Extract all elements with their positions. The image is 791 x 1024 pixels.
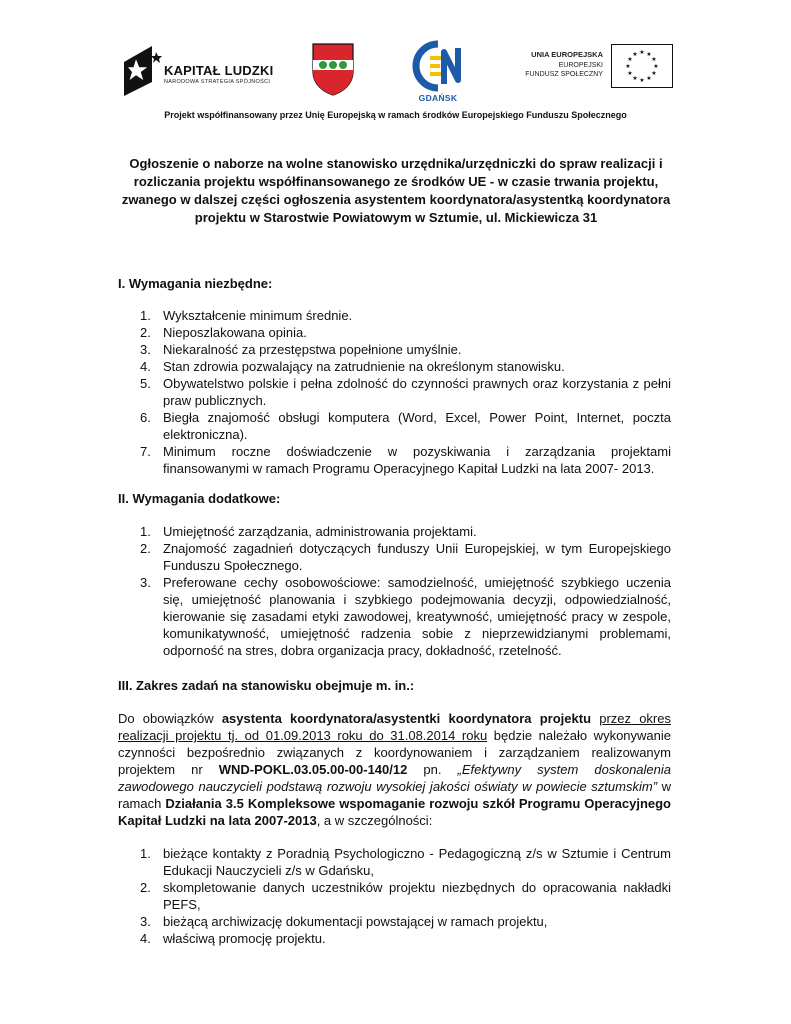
- list-item: 2. skompletowanie danych uczestników projektu niezbędnych do opracowania nakładki PEFS,: [140, 880, 671, 912]
- list-item: 3. Niekaralność za przestępstwa popełnione umyślnie.: [140, 342, 462, 357]
- eu-line-3: FUNDUSZ SPOŁECZNY: [525, 71, 603, 78]
- svg-text:★: ★: [627, 56, 633, 63]
- svg-text:★: ★: [646, 75, 652, 82]
- list-item: 1. Umiejętność zarządzania, administrowania projektami.: [140, 524, 477, 539]
- svg-text:★: ★: [651, 70, 657, 77]
- cen-gdansk-logo: [410, 40, 466, 104]
- eu-logo-text: [515, 50, 603, 80]
- svg-text:★: ★: [632, 51, 638, 58]
- eu-flag-icon: [611, 44, 673, 88]
- list-item: 4. właściwą promocję projektu.: [140, 931, 326, 946]
- svg-text:★: ★: [627, 70, 633, 77]
- svg-text:★: ★: [639, 49, 645, 56]
- svg-text:★: ★: [639, 77, 645, 84]
- cen-mark-icon: [410, 40, 466, 92]
- list-item: 1. Wykształcenie minimum średnie.: [140, 308, 353, 323]
- svg-text:★: ★: [632, 75, 638, 82]
- eu-line-1: UNIA EUROPEJSKA: [531, 50, 603, 59]
- section-3-list: [118, 845, 671, 947]
- kapital-ludzki-subtitle: NARODOWA STRATEGIA SPÓJNOŚCI: [164, 79, 271, 85]
- list-item: 3. Preferowane cechy osobowościowe: samodzielność, umiejętność szybkiego uczenia się, umiejętność planowania i szybkiego podejmowania decyzji, odpowiedzialność, kierowanie się zasadami etyki zawodowej, kreatywność, umiejętność pracy w zespole, komunikatywność, umiejętność radzenia sobie z nieprzewidzianymi problemami, odporność na stres, dobra organizacja pracy, dokładność, rzetelność.: [140, 575, 671, 658]
- section-1-list: [118, 307, 671, 477]
- list-item: 6. Biegła znajomość obsługi komputera (Word, Excel, Power Point, Internet, poczta elektroniczna).: [140, 410, 671, 442]
- duties-paragraph: Do obowiązków asystenta koordynatora/asystentki koordynatora projektu przez okres realizacji projektu tj. od 01.09.2013 roku do 31.08.2014 roku będzie należało wykonywanie czynności bezpośrednio związanych z koordynowaniem i zarządzaniem realizowanym projektem nr WND-POKL.03.05.00-00-140/12 pn. „Efektywny system doskonalenia zawodowego nauczycieli podstawą rozwoju wysokiej jakości oświaty w powiecie sztumskim” w ramach Działania 3.5 Kompleksowe wspomaganie rozwoju szkół Programu Operacyjnego Kapitał Ludzki na lata 2007-2013, a w szczególności:: [118, 711, 671, 828]
- list-item: 2. Znajomość zagadnień dotyczących funduszy Unii Europejskiej, w tym Europejskiego Funduszu Społecznego.: [140, 541, 671, 573]
- svg-text:★: ★: [653, 63, 659, 70]
- section-2-heading: II. Wymagania dodatkowe:: [118, 491, 281, 506]
- kapital-ludzki-logo: [122, 44, 282, 98]
- list-item: 3. bieżącą archiwizację dokumentacji powstającej w ramach projektu,: [140, 914, 548, 929]
- section-1-heading: I. Wymagania niezbędne:: [118, 276, 273, 291]
- list-item: 1. bieżące kontakty z Poradnią Psychologiczno - Pedagogiczną z/s w Sztumie i Centrum Edukacji Nauczycieli z/s w Gdańsku,: [140, 846, 671, 878]
- svg-text:★: ★: [625, 63, 631, 70]
- cen-gdansk-label: GDAŃSK: [418, 93, 458, 103]
- coat-of-arms-icon: [311, 42, 355, 96]
- announcement-title: Ogłoszenie o naborze na wolne stanowisko urzędnika/urzędniczki do spraw realizacji i rozliczania projektu współfinansowanego ze środków UE - w czasie trwania projektu, zwanego w dalszej części ogłoszenia asystentem koordynatora/asystentką koordynatora projektu w Starostwie Powiatowym w Sztumie, ul. Mickiewicza 31: [121, 156, 671, 225]
- eu-logo: [515, 44, 673, 88]
- list-item: 4. Stan zdrowia pozwalający na zatrudnienie na określonym stanowisku.: [140, 359, 565, 374]
- kapital-ludzki-title: KAPITAŁ LUDZKI: [164, 63, 274, 78]
- svg-text:★: ★: [651, 56, 657, 63]
- eu-line-2: EUROPEJSKI: [558, 61, 603, 69]
- list-item: 2. Nieposzlakowana opinia.: [140, 325, 307, 340]
- list-item: 5. Obywatelstwo polskie i pełna zdolność do czynności prawnych oraz korzystania z pełni praw publicznych.: [140, 376, 671, 408]
- svg-text:★: ★: [646, 51, 652, 58]
- list-item: 7. Minimum roczne doświadczenie w pozyskiwania i zarządzania projektami finansowanymi w ramach Programu Operacyjnego Kapitał Ludzki na lata 2007- 2013.: [140, 444, 671, 476]
- section-3-heading: III. Zakres zadań na stanowisku obejmuje m. in.:: [118, 678, 415, 693]
- kapital-ludzki-mark-icon: [122, 44, 162, 98]
- cofinancing-note: Projekt współfinansowany przez Unię Europejską w ramach środków Europejskiego Funduszu Społecznego: [164, 110, 627, 120]
- section-2-list: [118, 523, 671, 659]
